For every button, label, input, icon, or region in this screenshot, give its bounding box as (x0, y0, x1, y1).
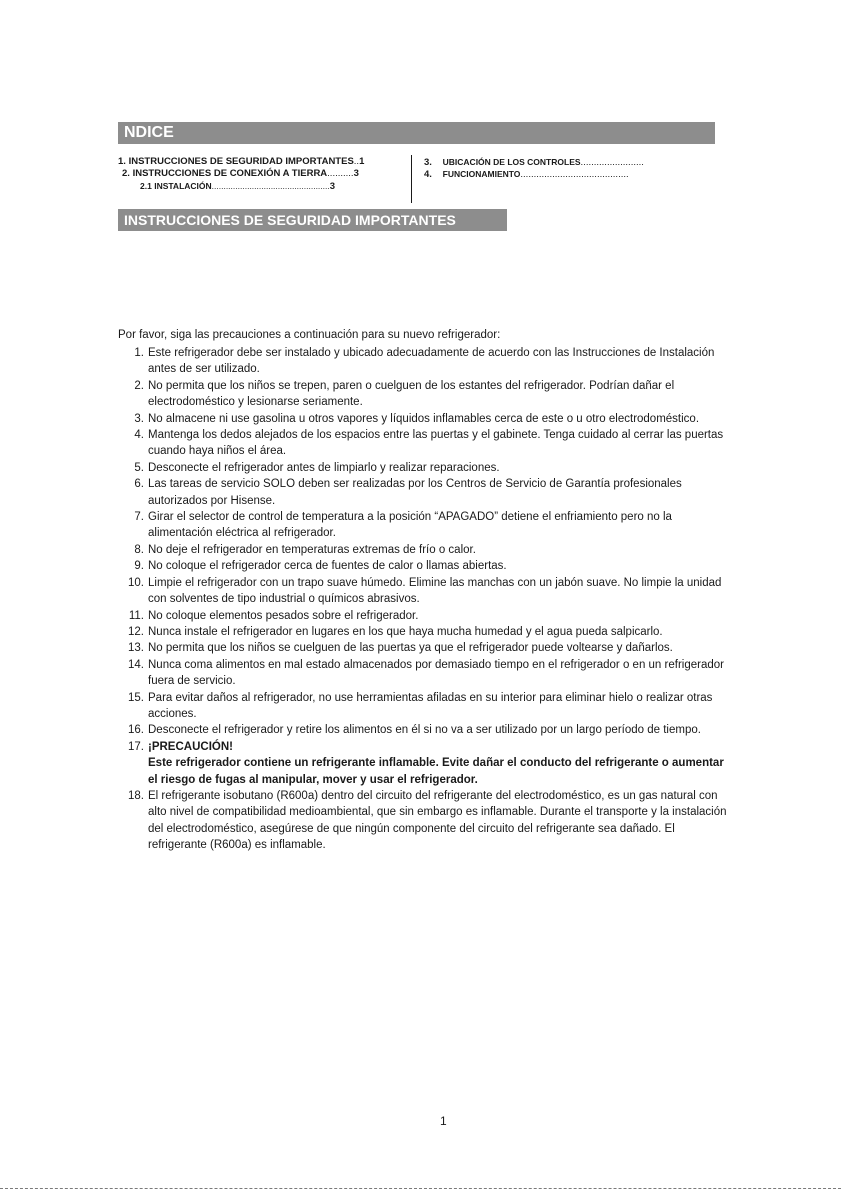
item-text: No almacene ni use gasolina u otros vapores y líquidos inflamables cerca de este o u otro electrodoméstico. (148, 412, 700, 425)
item-number: 14. (128, 658, 144, 671)
caution-text: Este refrigerador contiene un refrigerante inflamable. Evite dañar el conducto del refrigerante o aumentar el riesgo de fugas al manipular, mover y usar el refrigerador. (148, 757, 724, 786)
item-number: 16. (128, 724, 144, 737)
item-text: Desconecte el refrigerador y retire los alimentos en él si no va a ser utilizado por un largo período de tiempo. (148, 724, 701, 737)
item-text: Limpie el refrigerador con un trapo suave húmedo. Elimine las manchas con un jabón suave. No limpie la unidad con solventes de tipo industrial o químicos abrasivos. (148, 576, 722, 606)
toc-entry-label: INSTRUCCIONES DE CONEXIÓN A TIERRA (132, 168, 328, 179)
item-number: 8. (134, 543, 144, 556)
item-number: 11. (128, 609, 144, 622)
item-number: 18. (128, 789, 144, 802)
toc-entry-number: 1. (118, 156, 126, 167)
toc-entry[interactable] (424, 156, 684, 168)
item-text: No deje el refrigerador en temperaturas extremas de frío o calor. (148, 543, 476, 556)
list-item (118, 411, 730, 427)
toc-entry-leader: .. (353, 156, 360, 167)
toc-entry-label: INSTALACIÓN (154, 181, 212, 191)
list-item (118, 624, 730, 640)
toc-entry-number: 2.1 (140, 181, 152, 191)
list-item (118, 608, 730, 624)
toc-entry-page: 1 (359, 156, 365, 167)
item-number: 3. (134, 412, 144, 425)
toc-entry-page: 3 (353, 168, 359, 179)
toc-entry-leader: .......... (327, 168, 354, 179)
item-text: No coloque el refrigerador cerca de fuentes de calor o llamas abiertas. (148, 560, 507, 573)
index-header: NDICE (118, 122, 715, 144)
item-number: 2. (134, 379, 144, 392)
intro-text: Por favor, siga las precauciones a continuación para su nuevo refrigerador: (118, 329, 501, 341)
item-text: No permita que los niños se trepen, paren o cuelguen de los estantes del refrigerador. Podrían dañar el electrodoméstico y lesionarse seriamente. (148, 379, 675, 409)
toc-entry-label: FUNCIONAMIENTO (442, 169, 521, 179)
list-item (118, 378, 730, 411)
toc-entry[interactable] (424, 168, 684, 180)
list-item (118, 509, 730, 542)
list-item (118, 640, 730, 656)
item-number: 9. (134, 560, 144, 573)
list-item (118, 657, 730, 690)
item-number: 17. (128, 740, 144, 753)
item-text: No permita que los niños se cuelguen de las puertas ya que el refrigerador puede voltearse y dañarlos. (148, 642, 673, 655)
list-item (118, 722, 730, 738)
toc-entry-number: 3. (424, 157, 432, 168)
toc-entry-label: UBICACIÓN DE LOS CONTROLES (442, 157, 581, 167)
item-number: 10. (128, 576, 144, 589)
item-number: 1. (134, 347, 144, 359)
toc-entry[interactable] (118, 156, 406, 168)
item-number: 15. (128, 691, 144, 704)
item-number: 12. (128, 625, 144, 638)
item-number: 4. (134, 429, 144, 442)
toc-entry-leader: ........................ (580, 157, 644, 168)
list-item (118, 575, 730, 608)
list-item-caution (118, 739, 730, 788)
list-item (118, 476, 730, 509)
toc-divider (411, 155, 412, 203)
item-text: Girar el selector de control de temperatura a la posición “APAGADO” detiene el enfriamiento pero no la alimentación eléctrica al refrigerador. (148, 511, 672, 540)
table-of-contents-right (424, 156, 684, 180)
item-text: Las tareas de servicio SOLO deben ser realizadas por los Centros de Servicio de Garantía profesionales autorizados por Hisense. (148, 478, 682, 507)
list-item (118, 542, 730, 558)
item-text: Nunca instale el refrigerador en lugares en los que haya mucha humedad y el agua pueda salpicarlo. (148, 625, 663, 638)
list-item (118, 558, 730, 574)
list-item (118, 690, 730, 723)
item-text: El refrigerante isobutano (R600a) dentro del circuito del refrigerante del electrodoméstico, es un gas natural con alto nivel de compatibilidad medioambiental, que sin embargo es inflamable. Durante el transporte y la instalación del electrodoméstico, asegúrese de que ningún componente del circuito del refrigerante sea dañado. El refrigerante (R600a) es inflamable. (148, 789, 727, 852)
toc-entry-leader: .................................................. (211, 181, 330, 191)
list-item (118, 427, 730, 460)
toc-entry-label: INSTRUCCIONES DE SEGURIDAD IMPORTANTES (128, 156, 354, 167)
footer-dashed-rule (0, 1188, 841, 1189)
item-text: No coloque elementos pesados sobre el refrigerador. (148, 609, 419, 622)
list-item (118, 460, 730, 476)
item-text: Para evitar daños al refrigerador, no use herramientas afiladas en su interior para eliminar hielo o realizar otras acciones. (148, 691, 713, 720)
toc-entry[interactable] (118, 168, 406, 180)
item-number: 5. (134, 461, 144, 474)
list-item (118, 788, 730, 854)
item-text: Desconecte el refrigerador antes de limpiarlo y realizar reparaciones. (148, 461, 500, 474)
page-number: 1 (440, 1114, 447, 1128)
list-item (118, 345, 730, 378)
toc-entry-page: 3 (329, 181, 336, 192)
table-of-contents-left (118, 156, 406, 192)
safety-instructions-list (118, 345, 730, 854)
item-text: Este refrigerador debe ser instalado y ubicado adecuadamente de acuerdo con las Instrucciones de Instalación antes de ser utilizado. (148, 347, 715, 376)
item-text: Nunca coma alimentos en mal estado almacenados por demasiado tiempo en el refrigerador o en un refrigerador fuera de servicio. (148, 658, 724, 688)
item-number: 13. (128, 642, 144, 655)
section-header: INSTRUCCIONES DE SEGURIDAD IMPORTANTES (118, 209, 507, 231)
caution-title: ¡PRECAUCIÓN! (148, 740, 233, 753)
item-number: 7. (134, 511, 144, 524)
toc-entry[interactable] (118, 180, 406, 192)
toc-entry-leader: ......................................... (520, 169, 629, 180)
toc-entry-number: 2. (122, 168, 130, 179)
toc-entry-number: 4. (424, 169, 432, 180)
item-text: Mantenga los dedos alejados de los espacios entre las puertas y el gabinete. Tenga cuidado al cerrar las puertas cuando haya niños el área. (148, 429, 724, 458)
item-number: 6. (134, 478, 144, 491)
